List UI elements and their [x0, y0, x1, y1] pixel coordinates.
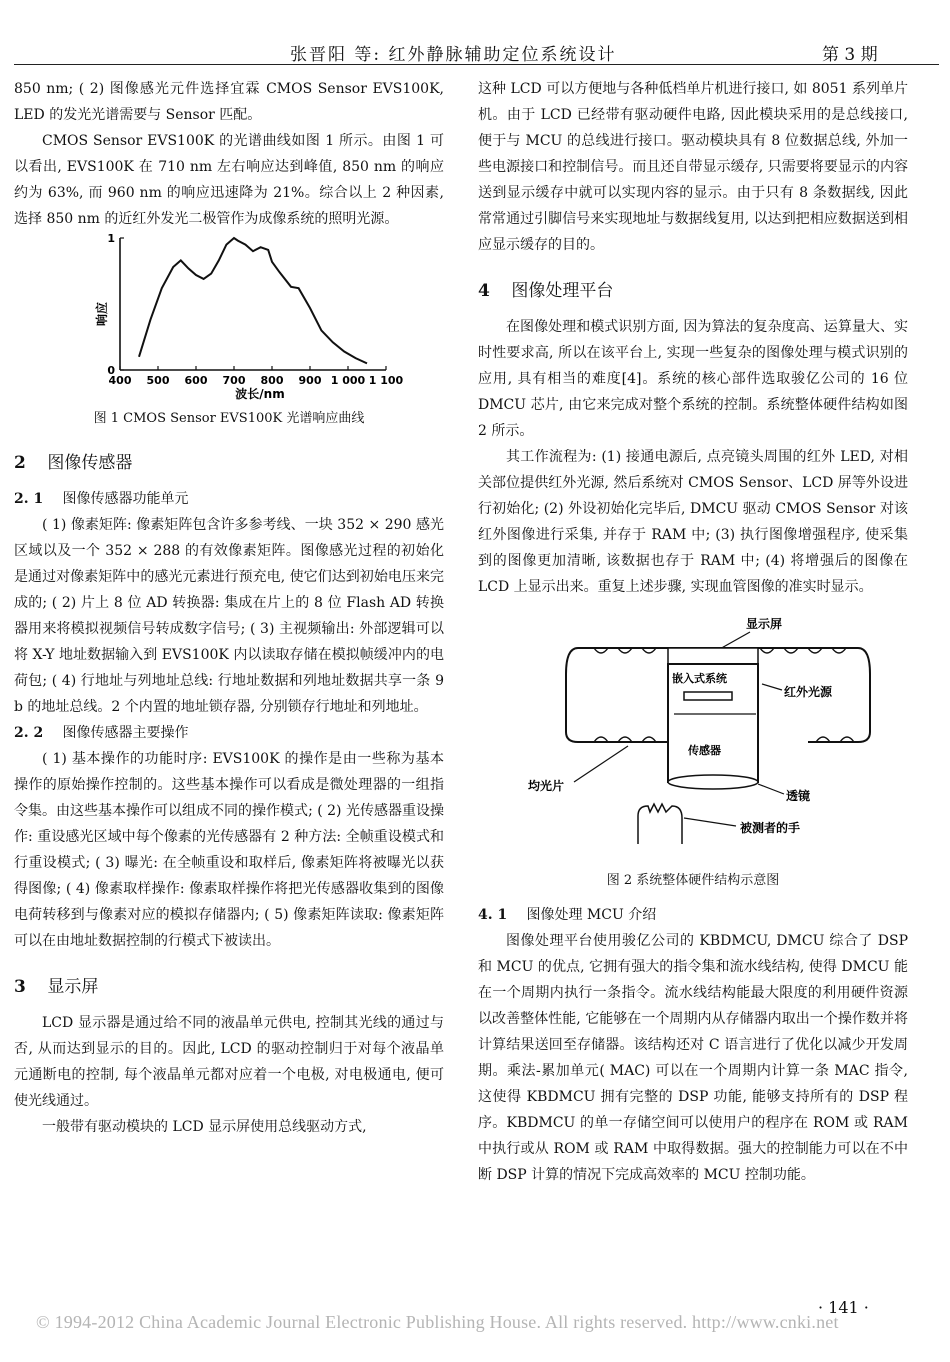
paragraph: ( 1) 基本操作的功能时序: EVS100K 的操作是由一些称为基本操作的原始操作控制的。这些基本操作可以看成是微处理器的一组指令集。由这些基本操作可以组成不同的操作模式; ( 2) 光传感器重设操作: 重设感光区域中每个像素的光传感器有 2 种方法: 全帧重设模式和行重设模式; ( 3) 曝光: 在全帧重设和取样后, 像素矩阵将被曝光以获得图像; ( 4) 像素取样操作: 像素取样操作将把光传感器收集到的图像电荷转移到与像素对应的模拟存储器内; ( 5) 像素矩阵读取: 像素矩阵可以在由地址数据控制的行模式下被读出。: [14, 751, 444, 949]
right-column: [478, 76, 908, 1188]
paragraph: ( 1) 像素矩阵: 像素矩阵包含许多参考线、一块 352 × 290 感光区域以及一个 352 × 288 的有效像素矩阵。图像感光过程的初始化是通过对像素矩阵中的感光元素进行预充电, 使它们达到初始电压来完成的; ( 2) 片上 8 位 AD 转换器: 集成在片上的 8 位 Flash AD 转换器用来将模拟视频信号转成数字信号; ( 3) 主视频输出: 外部逻辑可以将 X-Y 地址数据输入到 EVS100K 内以读取存储在模拟帧缓冲内的电荷包; ( 4) 行地址与列地址总线: 行地址数据和列地址数据共享一条 9 b 的地址总线。2 个内置的地址锁存器, 分别锁存行地址和列地址。: [14, 517, 444, 715]
subsection-title: 图像传感器主要操作: [62, 725, 189, 741]
label-embedded: 嵌入式系统: [672, 672, 727, 685]
subsection-number: 2. 2: [14, 725, 44, 741]
x-tick-label: 1 000: [330, 374, 366, 387]
section-number: 3: [14, 977, 26, 997]
spectral-response-chart: [14, 232, 444, 402]
chart-ylabel: 响应: [95, 301, 109, 327]
hardware-structure-diagram: [478, 614, 908, 864]
label-sensor: 传感器: [688, 744, 721, 757]
paragraph: 一般带有驱动模块的 LCD 显示屏使用总线驱动方式,: [42, 1119, 367, 1135]
x-tick-label: 400: [108, 374, 132, 387]
subsection-number: 2. 1: [14, 491, 44, 507]
y-tick-label: 0: [107, 364, 115, 377]
y-tick-label: 1: [107, 232, 115, 245]
subsection-title: 图像处理 MCU 介绍: [526, 907, 657, 923]
label-ir-source: 红外光源: [784, 685, 833, 699]
pointer-hand: [684, 818, 736, 826]
section-number: 4: [478, 281, 490, 301]
label-display: 显示屏: [746, 617, 783, 631]
x-tick-label: 600: [184, 374, 208, 387]
chart-series-line: [139, 238, 367, 363]
running-title: 张晋阳 等: 红外静脉辅助定位系统设计: [290, 45, 617, 65]
header-rule: [14, 64, 939, 65]
paragraph: 在图像处理和模式识别方面, 因为算法的复杂度高、运算量大、实时性要求高, 所以在该平台上, 实现一些复杂的图像处理与模式识别的应用, 具有相当的难度[4]。系统的核心部件选取骏亿公司的 16 位 DMCU 芯片, 由它来完成对整个系统的控制。系统整体硬件结构如图 2 所示。: [478, 319, 908, 439]
subsection-title: 图像传感器功能单元: [62, 491, 189, 507]
section-title: 图像处理平台: [511, 281, 614, 301]
section-heading: [14, 450, 444, 476]
lens-ellipse: [668, 775, 758, 789]
paragraph: 其工作流程为: (1) 接通电源后, 点亮镜头周围的红外 LED, 对相关部位提供红外光源, 然后系统对 CMOS Sensor、LCD 屏等外设进行初始化; (2) 外设初始化完毕后, DMCU 驱动 CMOS Sensor 对该红外图像进行采集, 并存于 RAM 中; (3) 执行图像增强程序, 使采集到的图像更加清晰, 该数据也存于 RAM 中; (4) 将增强后的图像在 LCD 上显示出来。重复上述步骤, 实现血管图像的准实时显示。: [478, 449, 908, 595]
section-heading: [478, 278, 908, 304]
copyright-watermark: © 1994-2012 China Academic Journal Electronic Publishing House. All rights reserved. http://www.cnki.net: [36, 1312, 839, 1332]
subsection-heading: [478, 902, 908, 928]
label-hand: 被测者的手: [740, 821, 801, 835]
hand-outline: [638, 804, 682, 844]
subsection-heading: [14, 486, 444, 512]
subsection-number: 4. 1: [478, 907, 508, 923]
left-column: [14, 76, 444, 1140]
section-title: 图像传感器: [47, 453, 133, 473]
chip-rect: [684, 692, 732, 700]
figure-2-caption: 图 2 系统整体硬件结构示意图: [606, 873, 780, 888]
page-number: · 141 ·: [818, 1298, 869, 1317]
pointer-ir: [762, 684, 782, 690]
pointer-diffuser: [574, 746, 628, 782]
paragraph: LCD 显示器是通过给不同的液晶单元供电, 控制其光线的通过与否, 从而达到显示的目的。因此, LCD 的驱动控制归于对每个液晶单元通断电的控制, 每个液晶单元都对应着一个电极, 对电极通电, 便可使光线通过。: [14, 1015, 444, 1109]
issue-number: 第 3 期: [822, 45, 878, 65]
paragraph: CMOS Sensor EVS100K 的光谱曲线如图 1 所示。由图 1 可以看出, EVS100K 在 710 nm 左右响应达到峰值, 850 nm 的响应约为 63%, 而 960 nm 的响应迅速降为 21%。综合以上 2 种因素, 选择 850 nm 的近红外发光二极管作为成像系统的照明光源。: [14, 133, 444, 227]
label-lens: 透镜: [786, 789, 811, 803]
chart-ticks: [107, 232, 403, 387]
display-strip: [668, 648, 758, 664]
page-footer: [0, 1296, 950, 1356]
pointer-lens: [758, 784, 784, 794]
paragraph: 850 nm; ( 2) 图像感光元件选择宜霖 CMOS Sensor EVS100K, LED 的发光光谱需要与 Sensor 匹配。: [14, 81, 444, 123]
paragraph: 这种 LCD 可以方便地与各种低档单片机进行接口, 如 8051 系列单片机。由于 LCD 已经带有驱动硬件电路, 因此模块采用的是总线接口, 便于与 MCU 的总线进行接口。驱动模块具有 8 位数据总线, 外加一些电源接口和控制信号。而且还自带显示缓存, 只需要将要显示的内容送到显示缓存中就可以实现内容的显示。由于只有 8 条数据线, 因此常常通过引脚信号来实现地址与数据线复用, 以达到把相应数据送到相应显示缓存的目的。: [478, 81, 908, 253]
x-tick-label: 800: [260, 374, 284, 387]
x-tick-label: 900: [298, 374, 322, 387]
figure-1-chart: [14, 232, 444, 402]
x-tick-label: 700: [222, 374, 246, 387]
subsection-heading: [14, 720, 444, 746]
running-header: [0, 36, 950, 64]
paragraph: 图像处理平台使用骏亿公司的 KBDMCU, DMCU 综合了 DSP 和 MCU 的优点, 它拥有强大的指令集和流水线结构, 使得 DMCU 能在一个周期内执行一条指令。流水线结构能最大限度的利用硬件资源以改善整体性能, 它能够在一个周期内从存储器内取出一个操作数并将计算结果送回至存储器。该结构还对 C 语言进行了优化以减少开发周期。乘法-累加单元( MAC) 可以在一个周期内计算一条 MAC 指令, 这使得 KBDMCU 拥有完整的 DSP 功能, 能够支持所有的 DSP 程序。KBDMCU 的单一存储空间可以使用户的程序在 ROM 或 RAM 中执行或从 ROM 或 RAM 中取得数据。强大的控制能力可以在不中断 DSP 计算的情况下完成高效率的 MCU 控制功能。: [478, 933, 908, 1183]
x-tick-label: 1 100: [368, 374, 404, 387]
x-tick-label: 500: [146, 374, 170, 387]
chart-xlabel: 波长/nm: [235, 387, 285, 401]
chart-axes: [120, 238, 386, 370]
section-number: 2: [14, 453, 26, 473]
label-diffuser: 均光片: [528, 779, 565, 793]
section-title: 显示屏: [47, 977, 99, 997]
figure-2-diagram: [478, 614, 908, 864]
section-heading: [14, 974, 444, 1000]
figure-1-caption: 图 1 CMOS Sensor EVS100K 光谱响应曲线: [93, 411, 365, 426]
